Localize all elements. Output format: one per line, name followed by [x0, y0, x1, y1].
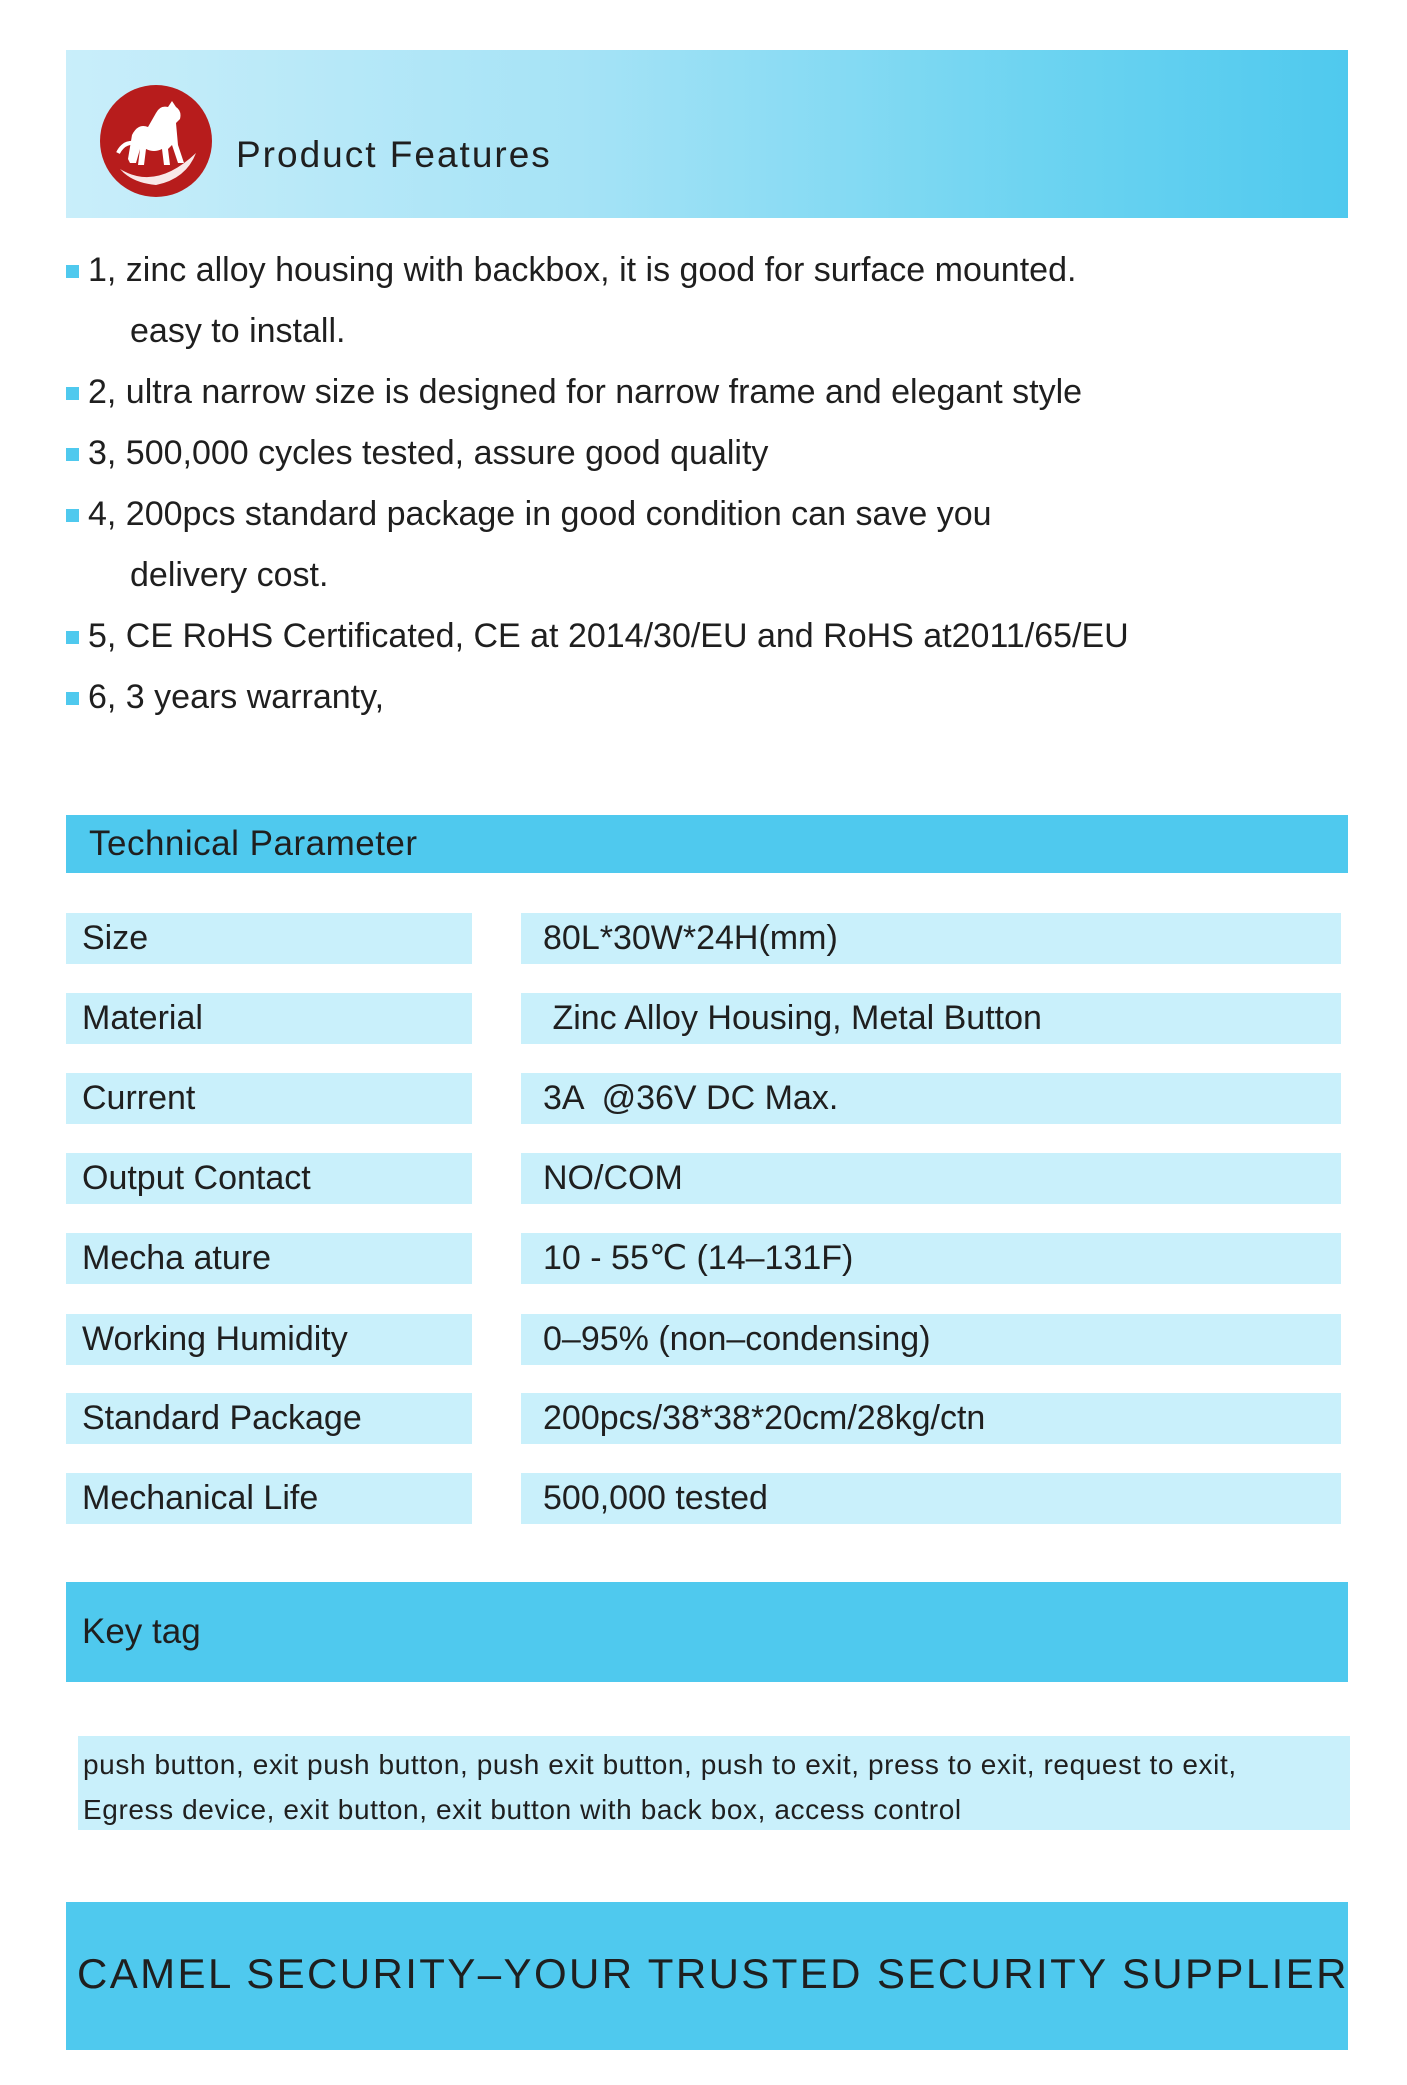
key-tag-line: Egress device, exit button, exit button with back box, access control — [83, 1794, 962, 1825]
param-label: Current — [66, 1073, 472, 1124]
feature-list — [66, 240, 1348, 728]
feature-item-3 — [66, 423, 1348, 484]
square-bullet-icon — [66, 509, 79, 522]
param-row-current — [66, 1073, 1341, 1124]
param-value: 10 - 55℃ (14–131F) — [521, 1233, 1341, 1284]
param-label: Output Contact — [66, 1153, 472, 1204]
param-label: Working Humidity — [66, 1314, 472, 1365]
section-title: Technical Parameter — [89, 824, 418, 863]
param-label: Standard Package — [66, 1393, 472, 1444]
section-title: Key tag — [82, 1612, 201, 1651]
feature-item-1 — [66, 240, 1348, 362]
feature-text: 6, 3 years warranty, — [88, 678, 385, 716]
key-tag-line: push button, exit push button, push exit button, push to exit, press to exit, request to exit, — [83, 1749, 1237, 1780]
param-value: 80L*30W*24H(mm) — [521, 913, 1341, 964]
feature-item-5 — [66, 606, 1348, 667]
param-label: Mechanical Life — [66, 1473, 472, 1524]
param-row-output-contact — [66, 1153, 1341, 1204]
param-row-size — [66, 913, 1341, 964]
param-row-mechanical-life — [66, 1473, 1341, 1524]
param-value: 500,000 tested — [521, 1473, 1341, 1524]
feature-item-4 — [66, 484, 1348, 606]
feature-text: 4, 200pcs standard package in good condition can save you — [88, 495, 992, 533]
feature-item-6 — [66, 667, 1348, 728]
param-label: Material — [66, 993, 472, 1044]
features-title: Product Features — [236, 134, 552, 175]
feature-text: 3, 500,000 cycles tested, assure good quality — [88, 434, 769, 472]
param-row-temperature — [66, 1233, 1341, 1284]
param-row-working-humidity — [66, 1314, 1341, 1365]
feature-text-continued: delivery cost. — [130, 556, 329, 594]
footer-slogan: CAMEL SECURITY–YOUR TRUSTED SECURITY SUPPLIER — [77, 1950, 1349, 1997]
technical-parameter-header — [66, 815, 1348, 873]
param-row-material — [66, 993, 1341, 1044]
square-bullet-icon — [66, 631, 79, 644]
camel-logo-icon — [98, 83, 214, 199]
key-tag-text — [78, 1736, 1350, 1830]
param-value: 3A @36V DC Max. — [521, 1073, 1341, 1124]
feature-text-continued: easy to install. — [130, 312, 346, 350]
footer-banner — [66, 1902, 1348, 2050]
square-bullet-icon — [66, 448, 79, 461]
key-tag-header — [66, 1582, 1348, 1682]
square-bullet-icon — [66, 387, 79, 400]
param-value: 0–95% (non–condensing) — [521, 1314, 1341, 1365]
features-header — [66, 50, 1348, 218]
param-row-standard-package — [66, 1393, 1341, 1444]
param-value: NO/COM — [521, 1153, 1341, 1204]
param-label: Mecha ature — [66, 1233, 472, 1284]
param-value: Zinc Alloy Housing, Metal Button — [521, 993, 1341, 1044]
square-bullet-icon — [66, 692, 79, 705]
param-label: Size — [66, 913, 472, 964]
feature-text: 1, zinc alloy housing with backbox, it is good for surface mounted. — [88, 251, 1077, 289]
square-bullet-icon — [66, 265, 79, 278]
param-value: 200pcs/38*38*20cm/28kg/ctn — [521, 1393, 1341, 1444]
feature-text: 5, CE RoHS Certificated, CE at 2014/30/EU and RoHS at2011/65/EU — [88, 617, 1129, 655]
feature-item-2 — [66, 362, 1348, 423]
feature-text: 2, ultra narrow size is designed for narrow frame and elegant style — [88, 373, 1083, 411]
